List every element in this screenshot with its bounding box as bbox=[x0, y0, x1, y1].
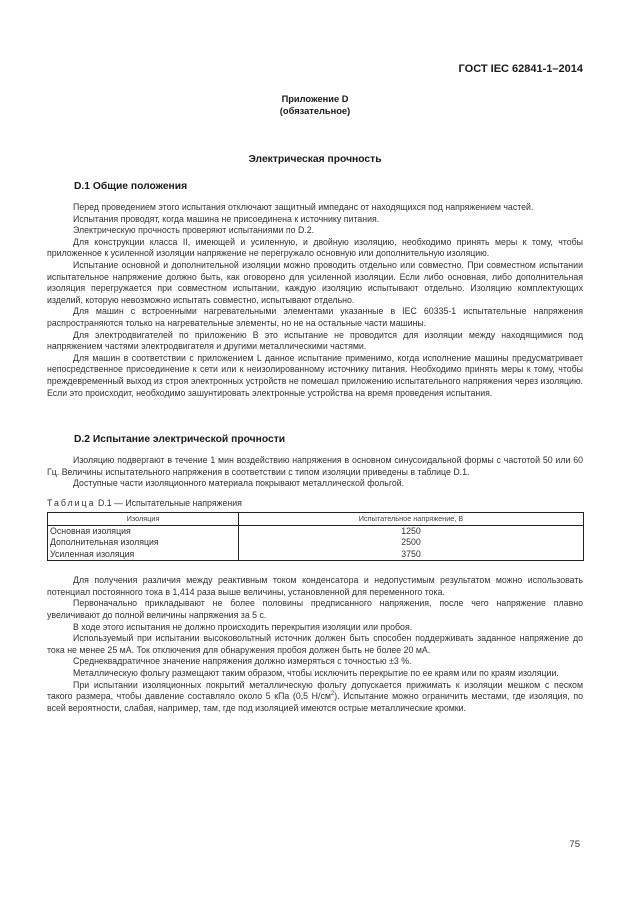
paragraph: Для электродвигателей по приложению B это испытание не проводится для изоляции между находящимися под напряжением частями электродвигателя и другими металлическими частями. bbox=[47, 329, 583, 352]
paragraph: Используемый при испытании высоковольтный источник должен быть способен поддерживать заданное напряжение до тока не менее 25 мА. Ток отключения для обнаружения пробоя должен быть не более 20 мА. bbox=[47, 633, 583, 655]
section-d2 bbox=[47, 433, 583, 714]
annex-status: (обязательное) bbox=[279, 106, 351, 116]
insulation-type-cell: Основная изоляция bbox=[48, 525, 239, 537]
annex-title: Электрическая прочность bbox=[248, 154, 382, 165]
paragraph: Доступные части изоляционного материала покрывают металлической фольгой. bbox=[73, 478, 405, 489]
page-number: 75 bbox=[569, 839, 580, 850]
paragraph: Перед проведением этого испытания отключают защитный импеданс от находящихся под напряжением частей. bbox=[73, 202, 534, 212]
insulation-type-cell: Усиленная изоляция bbox=[48, 549, 239, 561]
test-voltage-table bbox=[47, 512, 584, 562]
table-caption bbox=[47, 498, 583, 509]
paragraph: Для машин в соответствии с приложением L данное испытание применимо, когда исполнение машины предусматривает непосредственное присоединение к сети или к неизолированному источнику питания. Необходимо принять меры к тому, чтобы преждевременный выход из строя электронных устройств не помешал приложению испытательного напряжения через изоляцию. Если это происходит, необходимо зашунтировать электронные устройства на время проведения испытания. bbox=[47, 352, 583, 398]
paragraph-with-superscript bbox=[47, 680, 583, 715]
voltage-cell: 3750 bbox=[401, 548, 421, 559]
insulation-type-cell: Дополнительная изоляция bbox=[48, 537, 239, 549]
standard-id-header: ГОСТ IEC 62841-1–2014 bbox=[458, 63, 583, 75]
section-heading: D.2 Испытание электрической прочности bbox=[74, 434, 286, 445]
paragraph: Изоляцию подвергают в течение 1 мин воздействию напряжения в основном синусоидальной формы с частотой 50 или 60 Гц. Величины испытательного напряжения в соответствии с типом изоляции приведены в таблице D.1. bbox=[47, 455, 583, 477]
paragraph-text: При испытании изоляционных покрытий металлическую фольгу допускается прижимать к изоляции мешком с песком такого размера, чтобы давление составляло около 5 кПа (0,5 Н/см bbox=[47, 679, 583, 702]
table-row bbox=[48, 549, 584, 561]
paragraph-text: ). Испытание можно ограничить местами, где изоляция, по всей вероятности, слабая, например, там, где под изоляцией имеются острые металлические кромки. bbox=[47, 691, 583, 713]
paragraph: Среднеквадратичное значение напряжения должно измеряться с точностью ±3 %. bbox=[73, 656, 412, 667]
table-row bbox=[48, 537, 584, 549]
annex-block bbox=[0, 93, 630, 117]
voltage-cell: 1250 bbox=[401, 525, 421, 536]
voltage-cell: 2500 bbox=[401, 537, 421, 548]
post-table-text bbox=[47, 575, 583, 714]
paragraph: Для машин с встроенными нагревательными элементами указанные в IEC 60335-1 испытательные напряжения распространяются только на нагревательные элементы, но не на остальные части машины. bbox=[47, 306, 583, 328]
paragraph: Испытание основной и дополнительной изоляции можно проводить отдельно или совместно. При совместном испытании испытательное напряжение должно быть, как оговорено для усиленной изоляции. Если либо основная, либо дополнительная изоляция перегружается при совместном испытании, каждую изоляцию испытывают отдельно. Изоляцию комплектующих изделий, которую невозможно испытать совместно, испытывают отдельно. bbox=[47, 259, 583, 305]
table-caption-text: D.1 — Испытательные напряжения bbox=[95, 497, 242, 508]
paragraph: Первоначально прикладывают не более половины предписанного напряжения, после чего напряжение плавно увеличивают до полной величины напряжения за 5 с. bbox=[47, 598, 583, 621]
column-header-insulation: Изоляция bbox=[48, 512, 239, 525]
table-caption-label: Таблица bbox=[47, 497, 96, 508]
section-d1 bbox=[47, 180, 583, 399]
paragraph: Металлическую фольгу размещают таким образом, чтобы исключить перекрытие по ее краям или по краям изоляции. bbox=[73, 668, 559, 679]
column-header-voltage: Испытательное напряжение, В bbox=[239, 512, 584, 525]
section-heading: D.1 Общие положения bbox=[74, 181, 188, 192]
superscript: 2 bbox=[330, 691, 335, 698]
paragraph: Для конструкции класса II, имеющей и усиленную, и двойную изоляцию, необходимо принять меры к тому, чтобы приложенное к усиленной изоляции напряжение не перегружало основную или дополнительную изоляцию. bbox=[47, 236, 583, 259]
paragraph: Испытания проводят, когда машина не присоединена к источнику питания. bbox=[73, 213, 380, 224]
annex-label: Приложение D bbox=[281, 94, 349, 104]
paragraph: Для получения различия между реактивным током конденсатора и недопустимым результатом можно использовать потенциал постоянного тока в 1,414 раза выше величины, установленной для переменного тока. bbox=[47, 575, 583, 597]
paragraph: Электрическую прочность проверяют испытаниями по D.2. bbox=[73, 225, 315, 236]
paragraph: В ходе этого испытания не должно происходить перекрытия изоляции или пробоя. bbox=[73, 621, 413, 632]
table-row bbox=[48, 525, 584, 537]
table-header-row bbox=[48, 512, 584, 525]
